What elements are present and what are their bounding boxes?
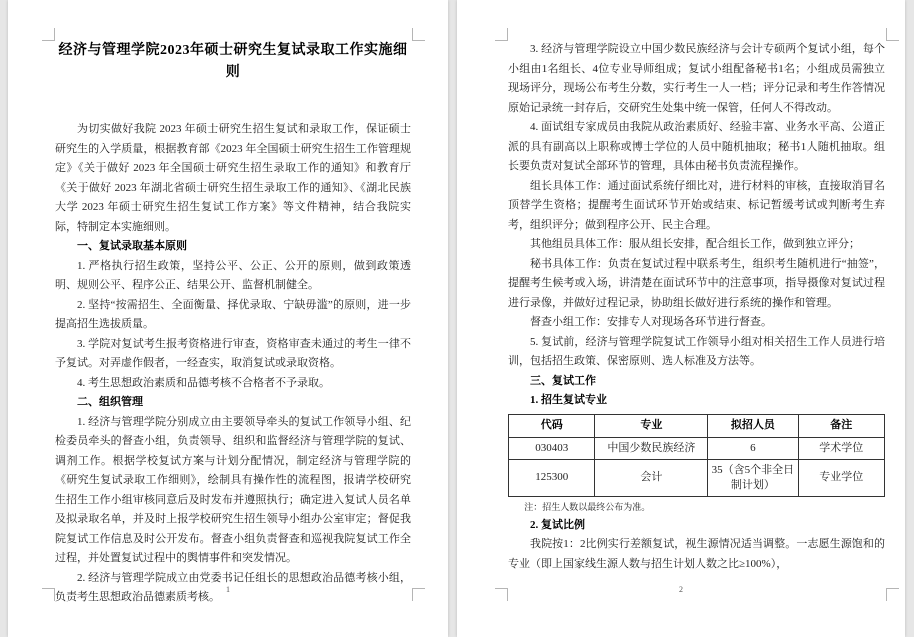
table-header-cell: 备注: [798, 414, 885, 437]
table-cell: 125300: [509, 459, 595, 496]
paragraph: 2. 坚持“按需招生、全面衡量、择优录取、宁缺毋滥”的原则，进一步提高招生选拔质量。: [55, 298, 411, 330]
section-heading: 一、复试录取基本原则: [77, 240, 187, 252]
page-1-content: [55, 40, 411, 608]
paragraph: 其他组员具体工作：服从组长安排，配合组长工作，做到独立评分；: [530, 238, 860, 250]
paragraph: 秘书具体工作：负责在复试过程中联系考生，组织考生随机进行“抽签”，提醒考生候考或入场，讲清楚在面试环节中的注意事项，指导摄像对复试过程进行录像，并做好过程记录，协助组长做好进行系统的操作和管理。: [508, 257, 885, 309]
section-heading: 二、组织管理: [77, 396, 143, 408]
table-cell: 专业学位: [798, 459, 885, 496]
paragraph: 为切实做好我院 2023 年硕士研究生招生复试和录取工作，保证硕士研究生的入学质量，根据教育部《2023 年全国硕士研究生招生工作管理规定》《关于做好 2023 年全国硕士研究生招生录取工作的通知》和教育厅《关于做好 2023 年湖北省硕士研究生招生录取工作的通知》、《湖北民族大学 2023 年硕士研究生招生复试工作方案》等文件精神，结合我院实际，特制定本实施细则。: [55, 123, 411, 233]
paragraph: 4. 考生思想政治素质和品德考核不合格者不予录取。: [77, 376, 330, 389]
paragraph: 3. 经济与管理学院设立中国少数民族经济与会计专硕两个复试小组，每个小组由1名组长、4位专业导师组成；复试小组配备秘书1名；小组成员需独立现场评分，现场公布考生分数，实行考生一人一档；评分记录和考生作答情况原始记录统一封存后，交研究生处集中统一保管，任何人不得改动。: [508, 43, 885, 114]
page-number: 1: [226, 585, 230, 594]
table-cell: 会计: [595, 459, 708, 496]
document-title: 经济与管理学院2023年硕士研究生复试录取工作实施细则: [58, 43, 408, 80]
table-cell: 中国少数民族经济: [595, 437, 708, 459]
page-number: 2: [679, 585, 683, 594]
table-header-cell: 拟招人员: [708, 414, 798, 437]
paragraph: 1. 严格执行招生政策，坚持公平、公正、公开的原则，做到政策透明、规则公平、程序公正、结果公开、监督机制健全。: [55, 259, 411, 291]
margin-mark: [886, 28, 899, 41]
margin-mark: [42, 28, 55, 41]
paragraph: 我院按1：2比例实行差额复试，视生源情况适当调整。一志愿生源饱和的专业（即上国家线生源人数与招生计划人数之比≥100%），: [508, 538, 885, 570]
table-row: [509, 459, 885, 496]
paragraph: 组长具体工作：通过面试系统仔细比对，进行材料的审核，直接取消冒名顶替学生资格；提醒考生面试环节开始或结束、标记暂缓考试或判断考生弃考，组织评分；做到程序公开、民主合理。: [508, 179, 885, 231]
subsection-heading: 2. 复试比例: [530, 518, 585, 531]
paragraph: 1. 经济与管理学院分别成立由主要领导牵头的复试工作领导小组、纪检委员牵头的督查小组，负责领导、组织和监督经济与管理学院的复试、调剂工作。根据学校复试方案与计划分配情况，制定经济与管理学院的《研究生复试录取工作细则》，绘制具有操作性的流程图，报请学校研究生招生工作小组审核同意后及时发布并遵照执行；确定进入复试人员名单及拟录取名单，并及时上报学校研究生招生领导小组办公室审定；督促我院复试工作信息及时公开发布。督查小组负责督查和巡视我院复试工作全过程，并处置复试过程中的舆情事件和突发情况。: [55, 415, 411, 564]
table-note: 注：招生人数以最终公布为准。: [524, 501, 651, 512]
paragraph: 4. 面试组专家成员由我院从政治素质好、经验丰富、业务水平高、公道正派的具有副高以上职称或博士学位的人员中随机抽取；秘书1人随机抽取。组长要负责对复试全部环节的管理，具体由秘书负责流程操作。: [508, 121, 885, 172]
paragraph: 5. 复试前，经济与管理学院复试工作领导小组对相关招生工作人员进行培训，包括招生政策、保密原则、选人标准及方法等。: [508, 335, 885, 367]
paragraph: 2. 经济与管理学院成立由党委书记任组长的思想政治品德考核小组，负责考生思想政治品德素质考核。: [55, 571, 411, 603]
paragraph: 3. 学院对复试考生报考资格进行审查，资格审查未通过的考生一律不予复试。对弄虚作假者，一经查实，取消复试或录取资格。: [55, 337, 411, 369]
table-cell: 030403: [509, 437, 595, 459]
table-cell: 6: [708, 437, 798, 459]
margin-mark: [495, 28, 508, 41]
admission-plan-table: [508, 414, 885, 497]
page-2-content: [508, 40, 885, 574]
table-header-row: [509, 414, 885, 437]
table-cell: 学术学位: [798, 437, 885, 459]
subsection-heading: 1. 招生复试专业: [530, 394, 607, 406]
table-row: [509, 437, 885, 459]
page-1: [8, 0, 448, 637]
section-heading: 三、复试工作: [530, 374, 596, 387]
table-cell: 35（含5个非全日制计划）: [708, 459, 798, 496]
page-2: [457, 0, 905, 637]
table-header-cell: 专业: [595, 414, 708, 437]
paragraph: 督查小组工作：安排专人对现场各环节进行督查。: [530, 316, 772, 328]
margin-mark: [412, 28, 425, 41]
table-header-cell: 代码: [509, 414, 595, 437]
